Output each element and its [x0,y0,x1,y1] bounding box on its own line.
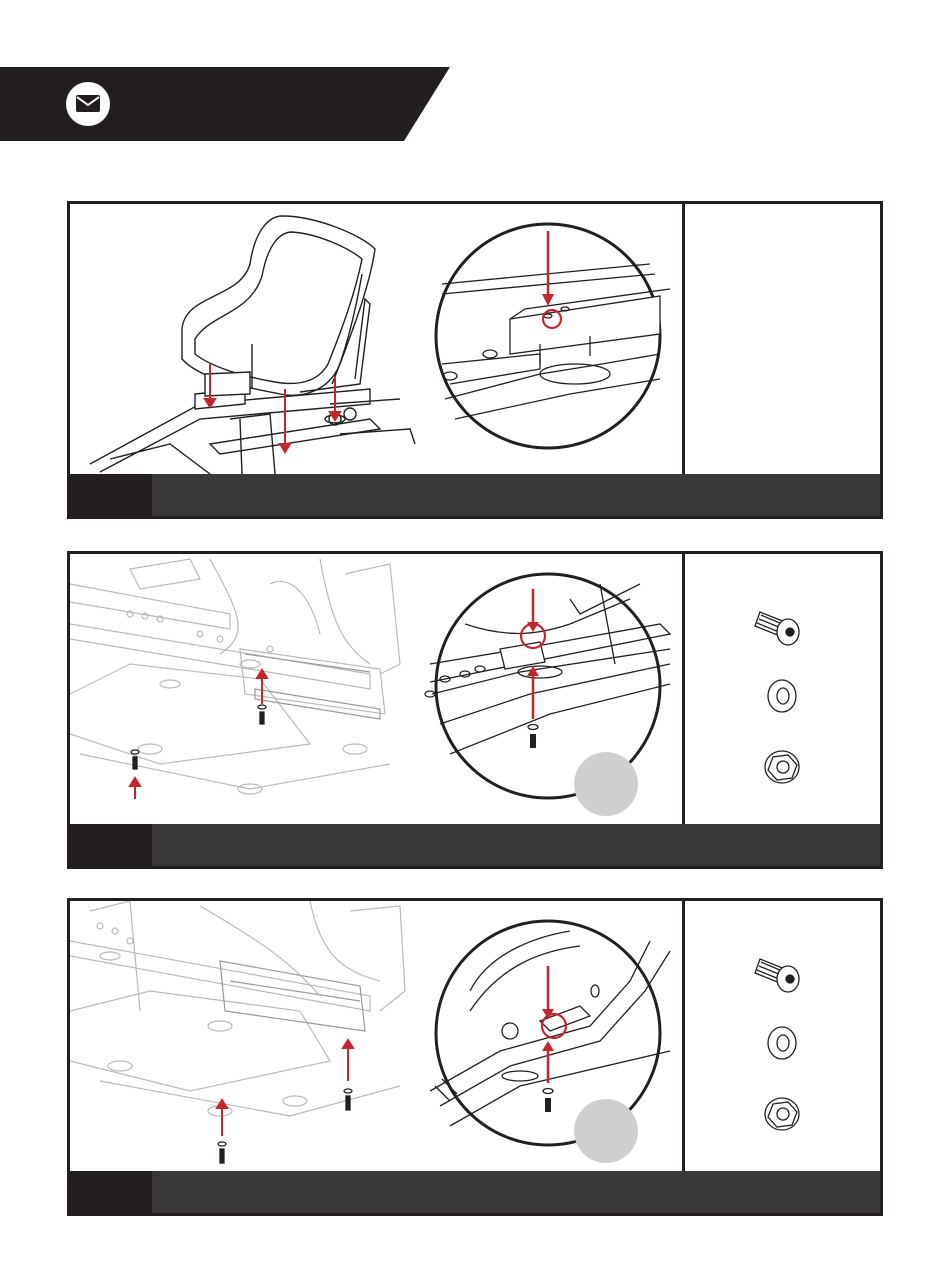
step-footer [70,824,880,866]
parts-list [685,204,880,474]
step-panel-2 [67,551,883,869]
zoom-marker [574,1099,638,1163]
step-number-box [70,824,152,866]
step-number-box [70,474,152,516]
rail-mount-illustration [70,554,682,824]
header-banner [0,0,950,150]
rail-mount-rear-illustration [70,901,682,1171]
step-number-box [70,1171,152,1213]
parts-list [685,901,880,1171]
step-panel-3 [67,898,883,1216]
step-footer [70,1171,880,1213]
zoom-marker [574,752,638,816]
flange-nut-icon [765,751,799,783]
step-footer [70,474,880,516]
parts-list [685,554,880,824]
seat-assembly-illustration [70,204,682,474]
button-head-bolt-icon [755,612,799,645]
envelope-icon [66,82,110,126]
flat-washer-icon [768,1027,796,1059]
flange-nut-icon [765,1098,799,1130]
flat-washer-icon [768,680,796,712]
step-panel-1 [67,201,883,519]
button-head-bolt-icon [755,959,799,992]
